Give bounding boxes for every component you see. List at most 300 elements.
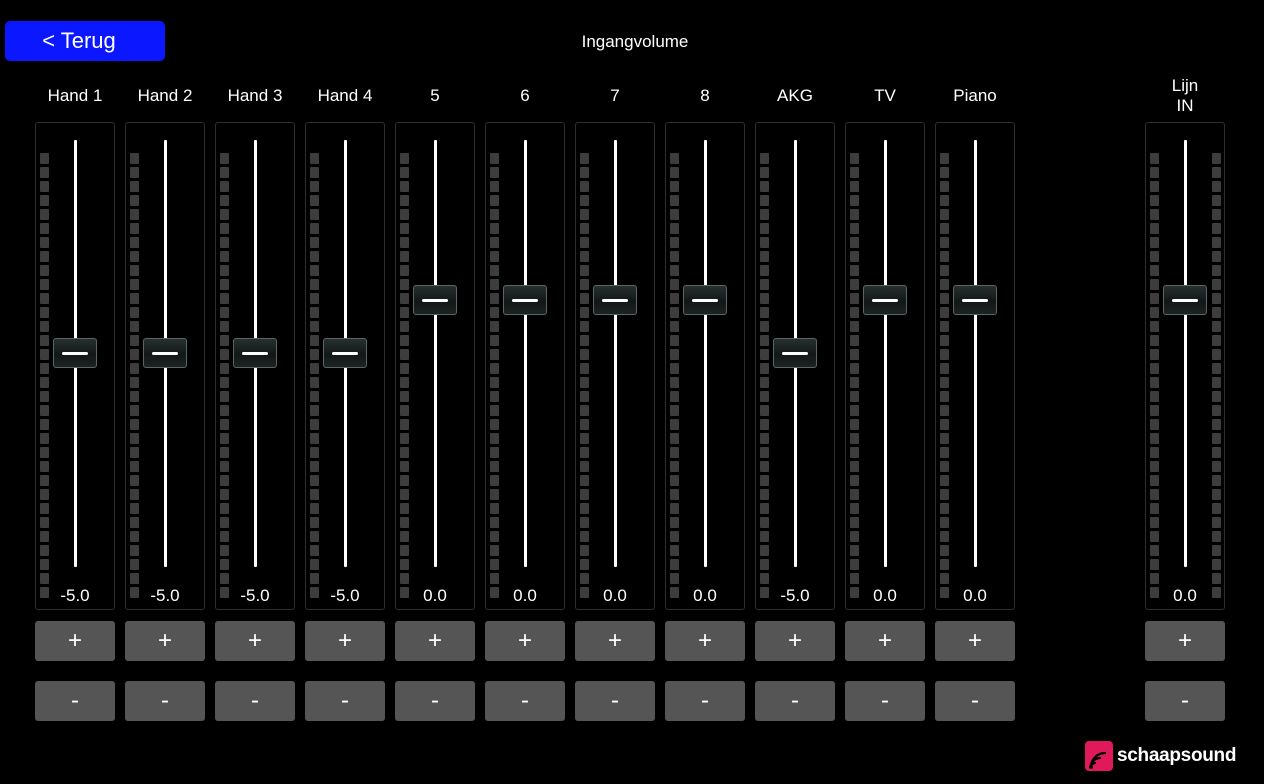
- meter-segment: [220, 573, 229, 584]
- meter-segment: [40, 335, 49, 346]
- meter-segment: [580, 195, 589, 206]
- meter-segment: [760, 573, 769, 584]
- meter-segment: [130, 433, 139, 444]
- meter-segment: [850, 307, 859, 318]
- meter-segment: [1150, 279, 1159, 290]
- meter-segment: [940, 279, 949, 290]
- meter-segment: [220, 517, 229, 528]
- meter-segment: [580, 307, 589, 318]
- meter-segment: [850, 265, 859, 276]
- meter-segment: [220, 279, 229, 290]
- meter-segment: [580, 489, 589, 500]
- meter-segment: [40, 503, 49, 514]
- meter-segment: [400, 153, 409, 164]
- meter-segment: [310, 181, 319, 192]
- channel-label-text: 6: [520, 86, 530, 105]
- meter-segment: [220, 321, 229, 332]
- channel-label: [835, 86, 935, 106]
- meter-segment: [670, 377, 679, 388]
- meter-segment: [580, 223, 589, 234]
- fader-panel: [215, 122, 295, 610]
- fader-track[interactable]: [524, 140, 527, 567]
- meter-segment: [1212, 223, 1221, 234]
- fader-knob[interactable]: [953, 285, 997, 315]
- meter-segment: [130, 153, 139, 164]
- meter-segment: [130, 461, 139, 472]
- meter-segment: [580, 363, 589, 374]
- meter-segment: [310, 489, 319, 500]
- level-meter-left: [400, 153, 409, 601]
- level-meter-left: [760, 153, 769, 601]
- volume-down-button[interactable]: -: [305, 681, 385, 721]
- meter-segment: [940, 461, 949, 472]
- meter-segment: [310, 363, 319, 374]
- meter-segment: [130, 391, 139, 402]
- meter-segment: [940, 433, 949, 444]
- meter-segment: [1212, 363, 1221, 374]
- meter-segment: [850, 321, 859, 332]
- meter-segment: [1212, 405, 1221, 416]
- meter-segment: [1212, 475, 1221, 486]
- meter-segment: [670, 531, 679, 542]
- meter-segment: [1212, 321, 1221, 332]
- volume-up-button[interactable]: +: [755, 621, 835, 661]
- meter-segment: [940, 153, 949, 164]
- meter-segment: [40, 545, 49, 556]
- meter-segment: [1150, 419, 1159, 430]
- fader-knob[interactable]: [863, 285, 907, 315]
- meter-segment: [400, 349, 409, 360]
- channel-strip: [1145, 0, 1225, 784]
- meter-segment: [400, 559, 409, 570]
- meter-segment: [940, 517, 949, 528]
- level-meter-right: [1212, 153, 1221, 601]
- fader-panel: [935, 122, 1015, 610]
- meter-segment: [580, 545, 589, 556]
- meter-segment: [670, 181, 679, 192]
- meter-segment: [940, 349, 949, 360]
- volume-down-button[interactable]: -: [395, 681, 475, 721]
- meter-segment: [400, 419, 409, 430]
- meter-segment: [940, 251, 949, 262]
- channel-label: [475, 86, 575, 106]
- meter-segment: [1212, 461, 1221, 472]
- level-meter-left: [850, 153, 859, 601]
- fader-value: 0.0: [513, 586, 537, 605]
- meter-segment: [400, 307, 409, 318]
- meter-segment: [490, 377, 499, 388]
- meter-segment: [1150, 475, 1159, 486]
- channel-strip: [755, 0, 835, 784]
- meter-segment: [310, 545, 319, 556]
- meter-segment: [670, 461, 679, 472]
- meter-segment: [1212, 419, 1221, 430]
- volume-down-button[interactable]: -: [845, 681, 925, 721]
- meter-segment: [310, 237, 319, 248]
- meter-segment: [1150, 377, 1159, 388]
- meter-segment: [1150, 293, 1159, 304]
- meter-segment: [850, 461, 859, 472]
- meter-segment: [850, 195, 859, 206]
- meter-segment: [40, 153, 49, 164]
- meter-segment: [1212, 531, 1221, 542]
- fader-value: 0.0: [423, 586, 447, 605]
- meter-segment: [40, 279, 49, 290]
- meter-segment: [670, 209, 679, 220]
- meter-segment: [400, 489, 409, 500]
- fader-track[interactable]: [1184, 140, 1187, 567]
- meter-segment: [940, 503, 949, 514]
- level-meter-left: [670, 153, 679, 601]
- meter-segment: [40, 349, 49, 360]
- channel-label: [745, 86, 845, 106]
- fader-knob[interactable]: [683, 285, 727, 315]
- volume-up-button[interactable]: +: [485, 621, 565, 661]
- meter-segment: [580, 559, 589, 570]
- meter-segment: [850, 293, 859, 304]
- meter-segment: [1150, 251, 1159, 262]
- meter-segment: [220, 475, 229, 486]
- level-meter-left: [40, 153, 49, 601]
- volume-down-button[interactable]: -: [755, 681, 835, 721]
- fader-knob[interactable]: [143, 338, 187, 368]
- meter-segment: [310, 335, 319, 346]
- meter-segment: [850, 503, 859, 514]
- channel-strip: [575, 0, 655, 784]
- meter-segment: [220, 293, 229, 304]
- meter-segment: [670, 447, 679, 458]
- channel-strip: [665, 0, 745, 784]
- fader-value: -5.0: [240, 586, 270, 605]
- meter-segment: [670, 475, 679, 486]
- fader-knob[interactable]: [413, 285, 457, 315]
- channel-label-text: AKG: [777, 86, 813, 105]
- meter-segment: [850, 475, 859, 486]
- meter-segment: [130, 363, 139, 374]
- meter-segment: [490, 419, 499, 430]
- meter-segment: [1212, 559, 1221, 570]
- meter-segment: [400, 195, 409, 206]
- meter-segment: [850, 279, 859, 290]
- fader-value: -5.0: [150, 586, 180, 605]
- fader-knob[interactable]: [773, 338, 817, 368]
- fader-knob[interactable]: [53, 338, 97, 368]
- schaapsound-logo-icon: [1085, 741, 1113, 771]
- meter-segment: [40, 307, 49, 318]
- fader-track[interactable]: [614, 140, 617, 567]
- meter-segment: [40, 559, 49, 570]
- meter-segment: [940, 293, 949, 304]
- meter-segment: [400, 517, 409, 528]
- level-meter-left: [310, 153, 319, 601]
- meter-segment: [850, 209, 859, 220]
- meter-segment: [40, 251, 49, 262]
- meter-segment: [40, 461, 49, 472]
- meter-segment: [760, 503, 769, 514]
- volume-down-button[interactable]: -: [575, 681, 655, 721]
- meter-segment: [490, 153, 499, 164]
- meter-segment: [760, 489, 769, 500]
- volume-up-button[interactable]: +: [665, 621, 745, 661]
- meter-segment: [1212, 335, 1221, 346]
- meter-segment: [220, 237, 229, 248]
- meter-segment: [130, 573, 139, 584]
- meter-segment: [940, 391, 949, 402]
- meter-segment: [130, 405, 139, 416]
- channel-label: [1135, 76, 1235, 116]
- meter-segment: [1212, 153, 1221, 164]
- level-meter-left: [580, 153, 589, 601]
- meter-segment: [670, 167, 679, 178]
- meter-segment: [310, 307, 319, 318]
- meter-segment: [1150, 153, 1159, 164]
- volume-down-button[interactable]: -: [35, 681, 115, 721]
- meter-segment: [400, 363, 409, 374]
- meter-segment: [220, 153, 229, 164]
- meter-segment: [670, 419, 679, 430]
- meter-segment: [1212, 433, 1221, 444]
- meter-segment: [760, 195, 769, 206]
- meter-segment: [220, 209, 229, 220]
- meter-segment: [40, 447, 49, 458]
- logo-text: schaapsound: [1117, 745, 1237, 766]
- meter-segment: [490, 167, 499, 178]
- meter-segment: [1212, 209, 1221, 220]
- meter-segment: [1150, 265, 1159, 276]
- fader-knob[interactable]: [233, 338, 277, 368]
- meter-segment: [940, 307, 949, 318]
- volume-up-button[interactable]: +: [935, 621, 1015, 661]
- meter-segment: [130, 447, 139, 458]
- meter-segment: [940, 265, 949, 276]
- volume-down-button[interactable]: -: [485, 681, 565, 721]
- meter-segment: [310, 153, 319, 164]
- meter-segment: [310, 475, 319, 486]
- meter-segment: [220, 377, 229, 388]
- meter-segment: [490, 335, 499, 346]
- meter-segment: [220, 447, 229, 458]
- meter-segment: [40, 223, 49, 234]
- volume-up-button[interactable]: +: [395, 621, 475, 661]
- meter-segment: [760, 237, 769, 248]
- meter-segment: [400, 293, 409, 304]
- meter-segment: [40, 419, 49, 430]
- meter-segment: [760, 461, 769, 472]
- meter-segment: [940, 377, 949, 388]
- fader-knob[interactable]: [593, 285, 637, 315]
- volume-up-button[interactable]: +: [35, 621, 115, 661]
- meter-segment: [850, 447, 859, 458]
- meter-segment: [850, 573, 859, 584]
- meter-segment: [760, 265, 769, 276]
- meter-segment: [220, 223, 229, 234]
- meter-segment: [400, 321, 409, 332]
- meter-segment: [940, 195, 949, 206]
- meter-segment: [940, 223, 949, 234]
- meter-segment: [490, 531, 499, 542]
- meter-segment: [670, 489, 679, 500]
- fader-track[interactable]: [974, 140, 977, 567]
- meter-segment: [760, 167, 769, 178]
- fader-panel: [665, 122, 745, 610]
- meter-segment: [670, 195, 679, 206]
- meter-segment: [670, 545, 679, 556]
- fader-track[interactable]: [884, 140, 887, 567]
- meter-segment: [850, 167, 859, 178]
- meter-segment: [580, 405, 589, 416]
- meter-segment: [850, 335, 859, 346]
- volume-up-button[interactable]: +: [215, 621, 295, 661]
- meter-segment: [940, 335, 949, 346]
- meter-segment: [760, 531, 769, 542]
- fader-panel: [845, 122, 925, 610]
- meter-segment: [580, 349, 589, 360]
- meter-segment: [850, 153, 859, 164]
- volume-down-button[interactable]: -: [935, 681, 1015, 721]
- channel-label-line: Lijn: [1171, 76, 1199, 95]
- meter-segment: [40, 475, 49, 486]
- meter-segment: [1150, 209, 1159, 220]
- volume-up-button[interactable]: +: [575, 621, 655, 661]
- meter-segment: [490, 195, 499, 206]
- meter-segment: [130, 237, 139, 248]
- meter-segment: [580, 335, 589, 346]
- back-button[interactable]: < Terug: [5, 21, 165, 61]
- volume-up-button[interactable]: +: [1145, 621, 1225, 661]
- channel-label: [295, 86, 395, 106]
- meter-segment: [40, 363, 49, 374]
- level-meter-left: [1150, 153, 1159, 601]
- meter-segment: [580, 503, 589, 514]
- volume-up-button[interactable]: +: [845, 621, 925, 661]
- fader-value: 0.0: [873, 586, 897, 605]
- fader-knob[interactable]: [323, 338, 367, 368]
- meter-segment: [400, 335, 409, 346]
- meter-segment: [40, 293, 49, 304]
- meter-segment: [670, 573, 679, 584]
- meter-segment: [310, 321, 319, 332]
- meter-segment: [580, 391, 589, 402]
- meter-segment: [670, 153, 679, 164]
- meter-segment: [1150, 321, 1159, 332]
- meter-segment: [220, 503, 229, 514]
- fader-value: -5.0: [60, 586, 90, 605]
- meter-segment: [490, 517, 499, 528]
- meter-segment: [1150, 363, 1159, 374]
- meter-segment: [1212, 279, 1221, 290]
- meter-segment: [670, 559, 679, 570]
- meter-segment: [760, 363, 769, 374]
- meter-segment: [670, 391, 679, 402]
- meter-segment: [1150, 531, 1159, 542]
- meter-segment: [490, 461, 499, 472]
- meter-segment: [310, 195, 319, 206]
- volume-up-button[interactable]: +: [305, 621, 385, 661]
- meter-segment: [670, 363, 679, 374]
- meter-segment: [130, 335, 139, 346]
- meter-segment: [940, 447, 949, 458]
- meter-segment: [760, 419, 769, 430]
- meter-segment: [40, 489, 49, 500]
- fader-knob[interactable]: [503, 285, 547, 315]
- fader-track[interactable]: [704, 140, 707, 567]
- volume-down-button[interactable]: -: [665, 681, 745, 721]
- meter-segment: [580, 433, 589, 444]
- meter-segment: [1212, 181, 1221, 192]
- meter-segment: [670, 335, 679, 346]
- volume-down-button[interactable]: -: [215, 681, 295, 721]
- meter-segment: [400, 223, 409, 234]
- meter-segment: [310, 419, 319, 430]
- meter-segment: [220, 419, 229, 430]
- meter-segment: [400, 265, 409, 276]
- meter-segment: [1150, 559, 1159, 570]
- meter-segment: [310, 377, 319, 388]
- meter-segment: [220, 559, 229, 570]
- meter-segment: [850, 223, 859, 234]
- meter-segment: [310, 251, 319, 262]
- fader-track[interactable]: [434, 140, 437, 567]
- meter-segment: [220, 545, 229, 556]
- meter-segment: [310, 461, 319, 472]
- meter-segment: [310, 517, 319, 528]
- volume-down-button[interactable]: -: [1145, 681, 1225, 721]
- channel-label-text: 7: [610, 86, 620, 105]
- meter-segment: [760, 321, 769, 332]
- meter-segment: [760, 433, 769, 444]
- meter-segment: [850, 391, 859, 402]
- meter-segment: [670, 251, 679, 262]
- meter-segment: [220, 167, 229, 178]
- volume-up-button[interactable]: +: [125, 621, 205, 661]
- meter-segment: [400, 167, 409, 178]
- meter-segment: [850, 545, 859, 556]
- meter-segment: [490, 447, 499, 458]
- channel-label: [25, 86, 125, 106]
- fader-value: -5.0: [780, 586, 810, 605]
- meter-segment: [760, 447, 769, 458]
- meter-segment: [310, 265, 319, 276]
- meter-segment: [1150, 489, 1159, 500]
- channel-label: [925, 86, 1025, 106]
- meter-segment: [130, 475, 139, 486]
- meter-segment: [1212, 503, 1221, 514]
- meter-segment: [1212, 251, 1221, 262]
- meter-segment: [220, 489, 229, 500]
- meter-segment: [220, 349, 229, 360]
- meter-segment: [220, 405, 229, 416]
- meter-segment: [580, 573, 589, 584]
- meter-segment: [760, 307, 769, 318]
- meter-segment: [1150, 405, 1159, 416]
- fader-value: -5.0: [330, 586, 360, 605]
- meter-segment: [850, 433, 859, 444]
- meter-segment: [40, 531, 49, 542]
- meter-segment: [40, 433, 49, 444]
- meter-segment: [760, 559, 769, 570]
- meter-segment: [850, 405, 859, 416]
- meter-segment: [760, 181, 769, 192]
- volume-down-button[interactable]: -: [125, 681, 205, 721]
- fader-knob[interactable]: [1163, 285, 1207, 315]
- brand-logo: [1085, 741, 1236, 771]
- meter-segment: [490, 475, 499, 486]
- level-meter-left: [490, 153, 499, 601]
- meter-segment: [490, 293, 499, 304]
- meter-segment: [1150, 573, 1159, 584]
- meter-segment: [1212, 167, 1221, 178]
- meter-segment: [220, 195, 229, 206]
